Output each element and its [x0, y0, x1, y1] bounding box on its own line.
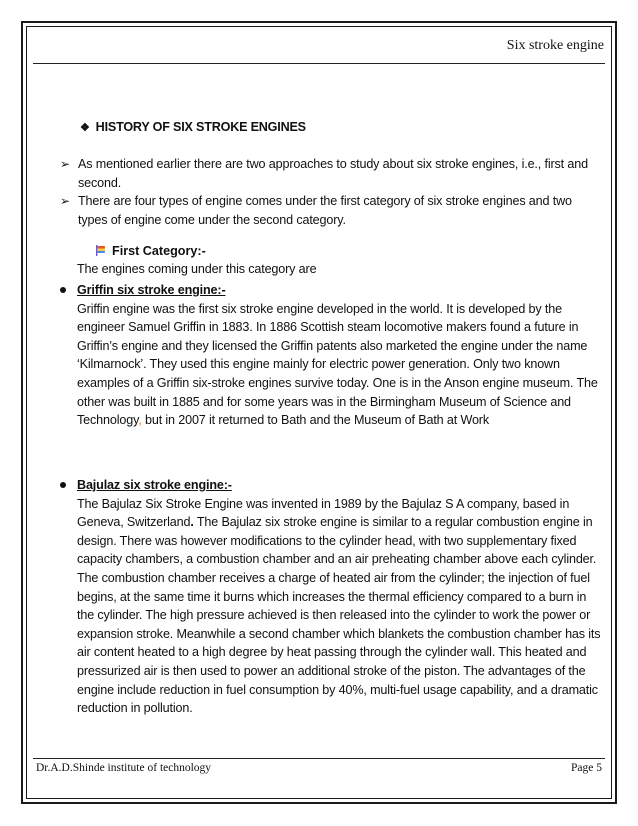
- first-category-heading: [95, 244, 206, 258]
- list-item: [60, 476, 604, 718]
- bullet-dot-icon: [60, 287, 66, 293]
- intro-list: [60, 155, 600, 229]
- intro-point-1: As mentioned earlier there are two approaches to study about six stroke engines, i.e., first and second.: [78, 157, 588, 190]
- list-item: [60, 192, 600, 229]
- engine-description: The Bajulaz Six Stroke Engine was invented in 1989 by the Bajulaz S A company, based in Geneva, Switzerland. The Bajulaz six stroke engine is similar to a regular combustion engine in design. There was however modifications to the cylinder head, with two supplementary fixed capacity chambers, a combustion chamber and an air preheating chamber above each cylinder. The combustion chamber receives a charge of heated air from the cylinder; the injection of fuel begins, at the same time it burns which increases the thermal efficiency compared to a burn in the cylinder. The high pressure achieved is then released into the cylinder to work the power or expansion stroke. Meanwhile a second chamber which blankets the combustion chamber has its air content heated to a high degree by heat passing through the cylinder wall. This heated and pressurized air is then used to power an additional stroke of the piston. The advantages of the engine include reduction in fuel consumption by 40%, multi-fuel usage capability, and a dramatic reduction in pollution.: [77, 496, 601, 716]
- arrow-bullet-icon: ➢: [60, 194, 70, 209]
- flag-icon: [95, 245, 106, 256]
- bullet-dot-icon: [60, 482, 66, 488]
- footer-rule: [33, 758, 605, 759]
- footer-institute: Dr.A.D.Shinde institute of technology: [36, 762, 212, 774]
- engine-description: Griffin engine was the first six stroke engine developed in the world. It is developed by the engineer Samuel Griffin in 1883. In 1886 Scottish steam locomotive makers found a future in Griffin’s engine and they licensed the Griffin patents also marketed the engine under the name ‘Kilmarnock’. They used this engine mainly for electric power generation. Only two known examples of a Griffin six-stroke engines survive today. One is in the Anson engine museum. The other was built in 1885 and for some years was in the Birmingham Museum of Science and Technology, but in 2007 it returned to Bath and the Museum of Bath at Work: [77, 301, 598, 428]
- header-title: Six stroke engine: [506, 38, 604, 53]
- page-number: Page 5: [571, 762, 602, 774]
- first-category-label: First Category:-: [112, 244, 206, 258]
- section-heading-text: HISTORY OF SIX STROKE ENGINES: [95, 120, 306, 134]
- first-category-lead: The engines coming under this category are: [77, 262, 317, 276]
- section-heading: [80, 120, 306, 134]
- list-item: [60, 155, 600, 192]
- list-item: [60, 281, 604, 430]
- diamond-star-icon: ❖: [80, 122, 90, 134]
- header-rule: [33, 63, 605, 64]
- engine-name: Griffin six stroke engine:-: [77, 283, 226, 297]
- arrow-bullet-icon: ➢: [60, 157, 70, 171]
- engine-name: Bajulaz six stroke engine:-: [77, 478, 232, 492]
- intro-point-2: There are four types of engine comes under the first category of six stroke engines and two types of engine come under the second category.: [78, 194, 572, 227]
